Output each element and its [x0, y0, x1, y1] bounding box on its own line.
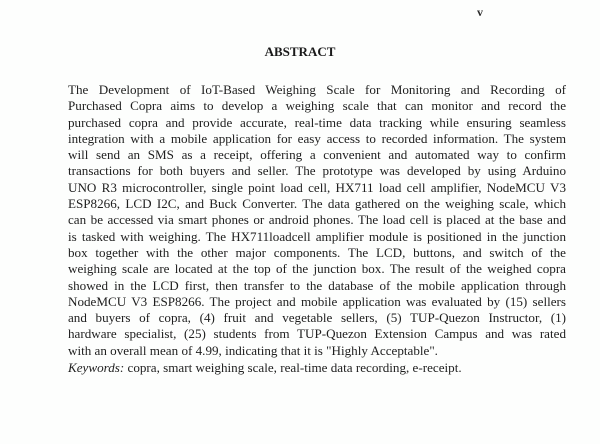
- abstract-line: Purchased Copra aims to develop a weighing scale that can monitor and record the: [68, 98, 566, 114]
- page-number: v: [477, 5, 483, 19]
- abstract-line: weighing scale are located at the top of the junction box. The result of the weighed copra: [68, 261, 566, 277]
- abstract-line: NodeMCU V3 ESP8266. The project and mobile application was evaluated by (15) sellers: [68, 293, 566, 309]
- keywords: [68, 360, 462, 376]
- abstract-line: hardware specialist, (25) students from TUP-Quezon Extension Campus and was rated: [68, 326, 566, 342]
- abstract-line: and buyers of copra, (4) fruit and vegetable sellers, (5) TUP-Quezon Instructor, (1): [68, 310, 566, 326]
- abstract-line: purchased copra and provide accurate, real-time data tracking while ensuring seamless: [68, 114, 566, 130]
- abstract-line: is tasked with weighing. The HX711loadcell amplifier module is positioned in the junction: [68, 228, 566, 244]
- keywords-text: copra, smart weighing scale, real-time data recording, e-receipt.: [124, 360, 462, 375]
- abstract-line: will send an SMS as a receipt, offering a convenient and automated way to confirm: [68, 147, 566, 163]
- abstract-line: UNO R3 microcontroller, single point load cell, HX711 load cell amplifier, NodeMCU V3: [68, 179, 566, 195]
- abstract-line: The Development of IoT-Based Weighing Scale for Monitoring and Recording of: [68, 82, 566, 97]
- keywords-label: Keywords:: [68, 360, 125, 375]
- abstract-line: showed in the LCD first, then transfer to the database of the mobile application through: [68, 277, 566, 293]
- abstract-line: can be accessed via smart phones or android phones. The load cell is placed at the base and: [68, 212, 566, 228]
- abstract-line: ESP8266, LCD I2C, and Buck Converter. The data gathered on the weighing scale, which: [68, 196, 566, 212]
- abstract-line: box together with the other major components. The LCD, buttons, and switch of the: [68, 244, 566, 260]
- abstract-line: with an overall mean of 4.99, indicating that it is "Highly Acceptable".: [68, 342, 438, 358]
- abstract-line: transactions for both buyers and seller. The prototype was developed by using Arduino: [68, 163, 566, 179]
- abstract-body: [68, 82, 566, 359]
- abstract-title: ABSTRACT: [264, 44, 336, 59]
- abstract-line: integration with a mobile application for easy access to recorded information. The system: [68, 130, 566, 146]
